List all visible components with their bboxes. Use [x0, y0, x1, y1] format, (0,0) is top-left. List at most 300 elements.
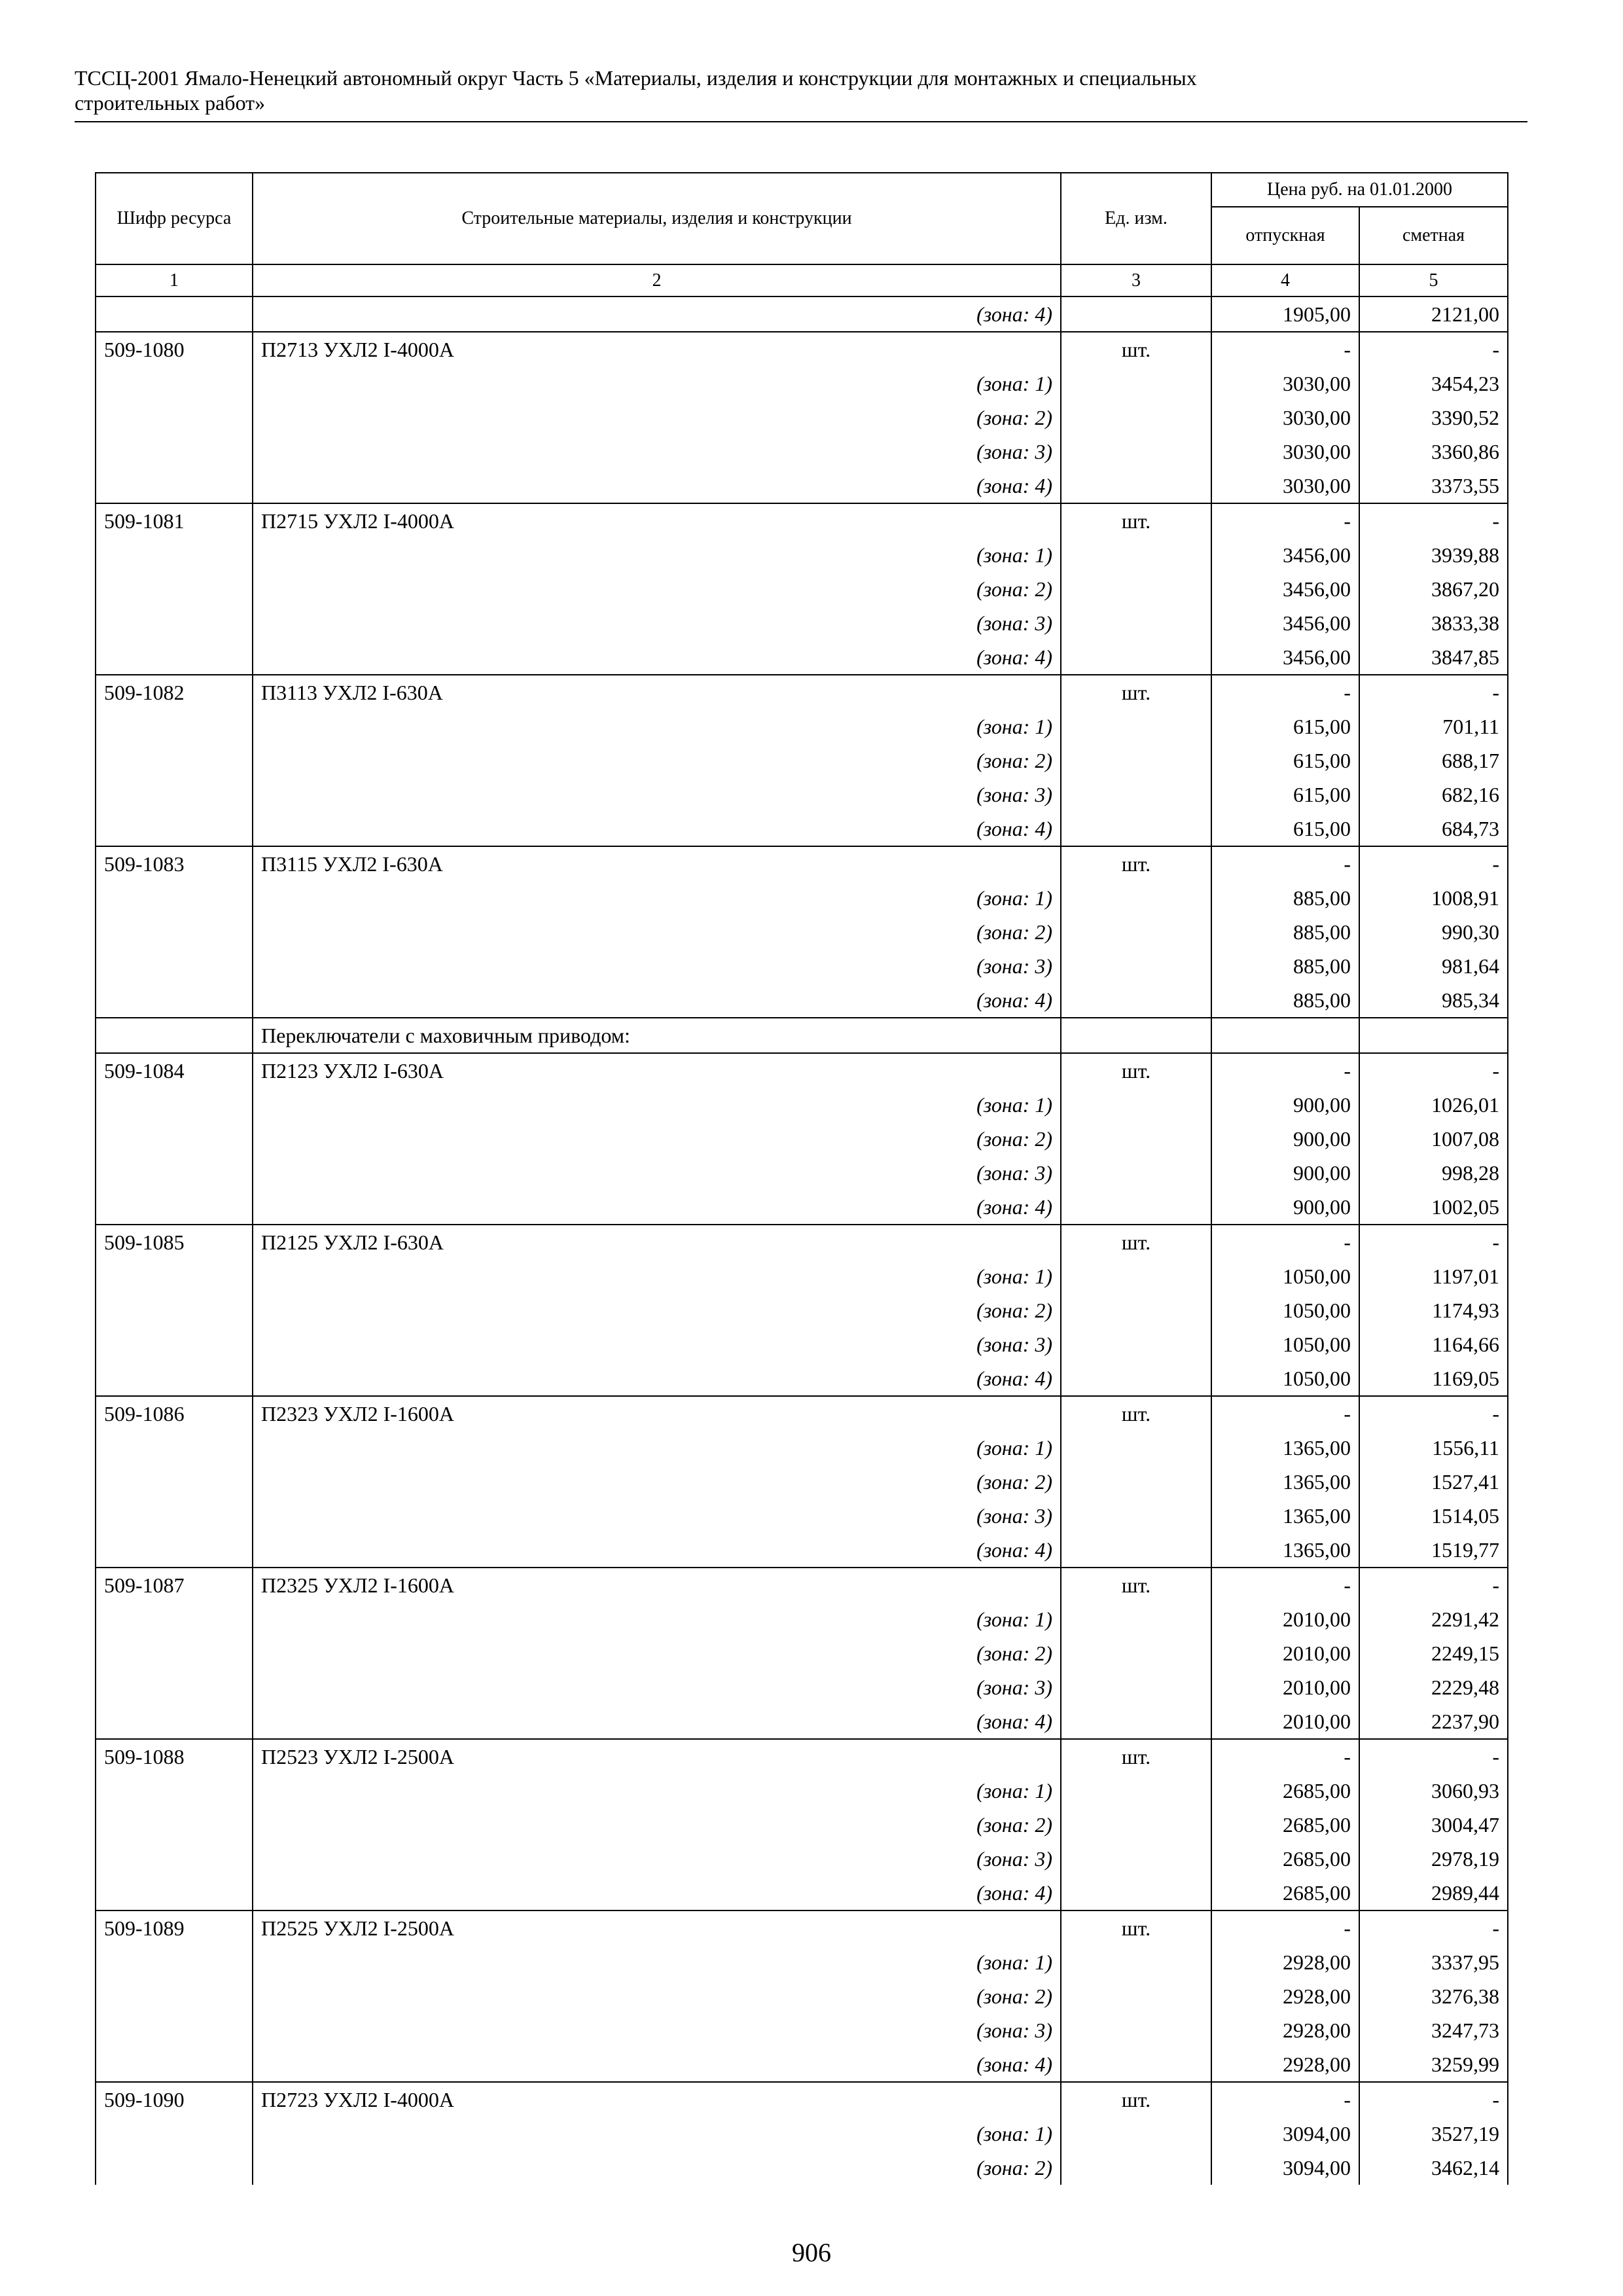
release-price-cell: 3094,00: [1211, 2117, 1359, 2151]
estimate-price-cell: 1026,01: [1359, 1088, 1508, 1122]
code-cell: [96, 1327, 253, 1361]
unit-cell: [1061, 1499, 1211, 1533]
code-cell: [96, 949, 253, 983]
zone-row: [96, 1190, 1508, 1225]
estimate-price-cell: 3259,99: [1359, 2047, 1508, 2082]
unit-cell: [1061, 744, 1211, 778]
unit-cell: [1061, 1156, 1211, 1190]
zone-row: [96, 1533, 1508, 1568]
unit-cell: [1061, 640, 1211, 675]
unit-cell: [1061, 606, 1211, 640]
table-row: [96, 1739, 1508, 1774]
estimate-price-cell: 3833,38: [1359, 606, 1508, 640]
header-title-line2: строительных работ»: [75, 91, 266, 115]
zone-row: [96, 1876, 1508, 1910]
code-cell: [96, 1190, 253, 1225]
zone-row: [96, 1431, 1508, 1465]
unit-cell: [1061, 296, 1211, 332]
column-number: 5: [1359, 264, 1508, 296]
code-cell: [96, 435, 253, 469]
estimate-price-cell: -: [1359, 503, 1508, 538]
zone-row: [96, 1602, 1508, 1636]
release-price-cell: 615,00: [1211, 744, 1359, 778]
estimate-price-cell: 990,30: [1359, 915, 1508, 949]
release-price-cell: -: [1211, 332, 1359, 367]
estimate-price-cell: 3527,19: [1359, 2117, 1508, 2151]
release-price-cell: -: [1211, 1568, 1359, 1602]
zone-row: [96, 744, 1508, 778]
resource-code: 509-1084: [96, 1053, 253, 1088]
header-release-price: отпускная: [1211, 207, 1359, 264]
release-price-cell: -: [1211, 2082, 1359, 2117]
column-number: 3: [1061, 264, 1211, 296]
estimate-price-cell: 2121,00: [1359, 296, 1508, 332]
code-cell: [96, 881, 253, 915]
zone-label: (зона: 2): [253, 915, 1061, 949]
estimate-price-cell: 2291,42: [1359, 1602, 1508, 1636]
release-price-cell: 3456,00: [1211, 606, 1359, 640]
unit-cell: [1061, 2047, 1211, 2082]
column-number: 4: [1211, 264, 1359, 296]
release-price-cell: 900,00: [1211, 1088, 1359, 1122]
header-title-line1: ТССЦ-2001 Ямало-Ненецкий автономный округ Часть 5 «Материалы, изделия и конструкции для монтажных и специальных: [75, 66, 1197, 90]
zone-label: (зона: 2): [253, 401, 1061, 435]
code-cell: [96, 812, 253, 846]
item-name: П3113 УХЛ2 I-630А: [253, 675, 1061, 709]
zone-label: (зона: 3): [253, 606, 1061, 640]
release-price-cell: 1365,00: [1211, 1499, 1359, 1533]
estimate-price-cell: 1007,08: [1359, 1122, 1508, 1156]
zone-label: (зона: 4): [253, 983, 1061, 1018]
unit-cell: [1061, 572, 1211, 606]
zone-label: (зона: 4): [253, 640, 1061, 675]
estimate-price-cell: 1519,77: [1359, 1533, 1508, 1568]
release-price-cell: 1365,00: [1211, 1533, 1359, 1568]
release-price-cell: 3456,00: [1211, 640, 1359, 675]
estimate-price-cell: 3454,23: [1359, 367, 1508, 401]
zone-row: [96, 1293, 1508, 1327]
section-title: Переключатели с маховичным приводом:: [253, 1018, 1061, 1053]
release-price-cell: -: [1211, 1739, 1359, 1774]
zone-row: [96, 2117, 1508, 2151]
release-price-cell: -: [1211, 675, 1359, 709]
zone-row: [96, 2013, 1508, 2047]
release-price-cell: 3094,00: [1211, 2151, 1359, 2185]
unit-cell: [1061, 949, 1211, 983]
release-price-cell: -: [1211, 1053, 1359, 1088]
zone-label: (зона: 4): [253, 812, 1061, 846]
resource-code: 509-1083: [96, 846, 253, 881]
code-cell: [96, 2117, 253, 2151]
zone-row: [96, 1979, 1508, 2013]
zone-label: (зона: 4): [253, 1876, 1061, 1910]
zone-label: (зона: 1): [253, 881, 1061, 915]
section-row: [96, 1018, 1508, 1053]
estimate-price-cell: 981,64: [1359, 949, 1508, 983]
estimate-price-cell: 684,73: [1359, 812, 1508, 846]
table-row: [96, 1910, 1508, 1945]
release-price-cell: 3030,00: [1211, 469, 1359, 503]
release-price-cell: [1211, 1018, 1359, 1053]
release-price-cell: 615,00: [1211, 709, 1359, 744]
zone-row: [96, 915, 1508, 949]
unit-cell: [1061, 1533, 1211, 1568]
unit-cell: шт.: [1061, 1739, 1211, 1774]
unit-cell: [1061, 915, 1211, 949]
estimate-price-cell: 985,34: [1359, 983, 1508, 1018]
item-name: П2723 УХЛ2 I-4000А: [253, 2082, 1061, 2117]
estimate-price-cell: 682,16: [1359, 778, 1508, 812]
zone-row: [96, 640, 1508, 675]
zone-label: (зона: 1): [253, 2117, 1061, 2151]
table-row: [96, 332, 1508, 367]
zone-row: [96, 812, 1508, 846]
zone-row: [96, 606, 1508, 640]
code-cell: [96, 1293, 253, 1327]
item-name: П2523 УХЛ2 I-2500А: [253, 1739, 1061, 1774]
zone-label: (зона: 2): [253, 572, 1061, 606]
zone-label: (зона: 3): [253, 778, 1061, 812]
unit-cell: [1061, 2151, 1211, 2185]
code-cell: [96, 1774, 253, 1808]
zone-row: [96, 401, 1508, 435]
zone-label: (зона: 1): [253, 1602, 1061, 1636]
release-price-cell: 3030,00: [1211, 435, 1359, 469]
resource-code: 509-1087: [96, 1568, 253, 1602]
zone-label: (зона: 2): [253, 1808, 1061, 1842]
zone-row: [96, 1259, 1508, 1293]
table-row: [96, 2082, 1508, 2117]
zone-label: (зона: 3): [253, 1327, 1061, 1361]
zone-row: [96, 1361, 1508, 1396]
zone-row: [96, 1499, 1508, 1533]
zone-row: [96, 1465, 1508, 1499]
release-price-cell: 900,00: [1211, 1156, 1359, 1190]
estimate-price-cell: -: [1359, 1568, 1508, 1602]
table-row: [96, 1568, 1508, 1602]
unit-cell: [1061, 1293, 1211, 1327]
zone-row: [96, 2047, 1508, 2082]
release-price-cell: 885,00: [1211, 949, 1359, 983]
release-price-cell: 900,00: [1211, 1190, 1359, 1225]
zone-label: (зона: 4): [253, 1533, 1061, 1568]
code-cell: [96, 1704, 253, 1739]
zone-row: [96, 367, 1508, 401]
zone-row: [96, 709, 1508, 744]
release-price-cell: 1365,00: [1211, 1465, 1359, 1499]
zone-row: [96, 983, 1508, 1018]
code-cell: [96, 915, 253, 949]
zone-row: [96, 881, 1508, 915]
unit-cell: [1061, 1190, 1211, 1225]
unit-cell: [1061, 401, 1211, 435]
item-name: П2715 УХЛ2 I-4000А: [253, 503, 1061, 538]
zone-label: (зона: 1): [253, 538, 1061, 572]
release-price-cell: 2010,00: [1211, 1602, 1359, 1636]
zone-label: (зона: 2): [253, 1636, 1061, 1670]
unit-cell: [1061, 1431, 1211, 1465]
zone-row: [96, 296, 1508, 332]
release-price-cell: 2928,00: [1211, 1979, 1359, 2013]
unit-cell: шт.: [1061, 332, 1211, 367]
zone-row: [96, 1088, 1508, 1122]
table-body: [96, 296, 1508, 2185]
code-cell: [96, 296, 253, 332]
estimate-price-cell: 3939,88: [1359, 538, 1508, 572]
estimate-price-cell: 3847,85: [1359, 640, 1508, 675]
estimate-price-cell: -: [1359, 2082, 1508, 2117]
release-price-cell: 2685,00: [1211, 1842, 1359, 1876]
unit-cell: [1061, 812, 1211, 846]
zone-row: [96, 1704, 1508, 1739]
estimate-price-cell: 2237,90: [1359, 1704, 1508, 1739]
code-cell: [96, 572, 253, 606]
estimate-price-cell: 998,28: [1359, 1156, 1508, 1190]
zone-label: (зона: 2): [253, 1979, 1061, 2013]
unit-cell: шт.: [1061, 2082, 1211, 2117]
estimate-price-cell: 3373,55: [1359, 469, 1508, 503]
item-name: П2325 УХЛ2 I-1600А: [253, 1568, 1061, 1602]
release-price-cell: 1050,00: [1211, 1327, 1359, 1361]
estimate-price-cell: -: [1359, 1053, 1508, 1088]
unit-cell: [1061, 538, 1211, 572]
release-price-cell: 3456,00: [1211, 572, 1359, 606]
table-row: [96, 675, 1508, 709]
estimate-price-cell: 701,11: [1359, 709, 1508, 744]
header-name: Строительные материалы, изделия и конструкции: [253, 173, 1061, 264]
code-cell: [96, 401, 253, 435]
release-price-cell: 885,00: [1211, 983, 1359, 1018]
unit-cell: шт.: [1061, 503, 1211, 538]
estimate-price-cell: 1514,05: [1359, 1499, 1508, 1533]
unit-cell: [1061, 881, 1211, 915]
header-rule: [75, 121, 1527, 122]
zone-label: (зона: 3): [253, 1842, 1061, 1876]
unit-cell: [1061, 1602, 1211, 1636]
header-price-group: Цена руб. на 01.01.2000: [1211, 173, 1508, 207]
estimate-price-cell: -: [1359, 1910, 1508, 1945]
unit-cell: шт.: [1061, 1396, 1211, 1431]
unit-cell: шт.: [1061, 1225, 1211, 1259]
estimate-price-cell: -: [1359, 675, 1508, 709]
zone-label: (зона: 4): [253, 1361, 1061, 1396]
code-cell: [96, 1979, 253, 2013]
table-header: [96, 173, 1508, 296]
zone-label: (зона: 4): [253, 1190, 1061, 1225]
document-header: [75, 65, 1527, 115]
code-cell: [96, 983, 253, 1018]
estimate-price-cell: 3337,95: [1359, 1945, 1508, 1979]
code-cell: [96, 1842, 253, 1876]
code-cell: [96, 1533, 253, 1568]
unit-cell: [1061, 1259, 1211, 1293]
unit-cell: [1061, 983, 1211, 1018]
header-unit: Ед. изм.: [1061, 173, 1211, 264]
zone-label: (зона: 3): [253, 435, 1061, 469]
resource-code: 509-1085: [96, 1225, 253, 1259]
code-cell: [96, 1636, 253, 1670]
zone-label: (зона: 4): [253, 1704, 1061, 1739]
release-price-cell: 3030,00: [1211, 401, 1359, 435]
unit-cell: [1061, 1465, 1211, 1499]
unit-cell: [1061, 1945, 1211, 1979]
zone-row: [96, 1808, 1508, 1842]
unit-cell: [1061, 435, 1211, 469]
unit-cell: [1061, 1670, 1211, 1704]
code-cell: [96, 744, 253, 778]
zone-label: (зона: 2): [253, 2151, 1061, 2185]
zone-label: (зона: 1): [253, 1774, 1061, 1808]
code-cell: [96, 2151, 253, 2185]
estimate-price-cell: 2229,48: [1359, 1670, 1508, 1704]
table-row: [96, 1225, 1508, 1259]
unit-cell: [1061, 2013, 1211, 2047]
item-name: П2525 УХЛ2 I-2500А: [253, 1910, 1061, 1945]
estimate-price-cell: -: [1359, 1396, 1508, 1431]
zone-row: [96, 435, 1508, 469]
release-price-cell: 1365,00: [1211, 1431, 1359, 1465]
zone-label: (зона: 3): [253, 949, 1061, 983]
code-cell: [96, 709, 253, 744]
zone-row: [96, 2151, 1508, 2185]
release-price-cell: 2928,00: [1211, 2047, 1359, 2082]
release-price-cell: 2685,00: [1211, 1808, 1359, 1842]
release-price-cell: 885,00: [1211, 915, 1359, 949]
zone-row: [96, 1636, 1508, 1670]
estimate-price-cell: 1169,05: [1359, 1361, 1508, 1396]
zone-label: (зона: 1): [253, 367, 1061, 401]
code-cell: [96, 1945, 253, 1979]
code-cell: [96, 1602, 253, 1636]
estimate-price-cell: 3462,14: [1359, 2151, 1508, 2185]
zone-row: [96, 1327, 1508, 1361]
estimate-price-cell: -: [1359, 332, 1508, 367]
zone-label: (зона: 3): [253, 1499, 1061, 1533]
estimate-price-cell: 1174,93: [1359, 1293, 1508, 1327]
unit-cell: [1061, 1704, 1211, 1739]
unit-cell: [1061, 367, 1211, 401]
zone-row: [96, 949, 1508, 983]
code-cell: [96, 640, 253, 675]
zone-label: (зона: 2): [253, 1465, 1061, 1499]
code-cell: [96, 1361, 253, 1396]
release-price-cell: 1905,00: [1211, 296, 1359, 332]
estimate-price-cell: 3390,52: [1359, 401, 1508, 435]
release-price-cell: 3456,00: [1211, 538, 1359, 572]
estimate-price-cell: 1164,66: [1359, 1327, 1508, 1361]
release-price-cell: -: [1211, 1225, 1359, 1259]
release-price-cell: 2685,00: [1211, 1876, 1359, 1910]
unit-cell: [1061, 1876, 1211, 1910]
estimate-price-cell: 3247,73: [1359, 2013, 1508, 2047]
estimate-price-cell: 1527,41: [1359, 1465, 1508, 1499]
unit-cell: [1061, 1979, 1211, 2013]
resource-code: 509-1082: [96, 675, 253, 709]
zone-label: (зона: 1): [253, 1431, 1061, 1465]
estimate-price-cell: 3004,47: [1359, 1808, 1508, 1842]
estimate-price-cell: 2249,15: [1359, 1636, 1508, 1670]
table-row: [96, 846, 1508, 881]
table-row: [96, 1053, 1508, 1088]
estimate-price-cell: 3060,93: [1359, 1774, 1508, 1808]
zone-row: [96, 1670, 1508, 1704]
unit-cell: шт.: [1061, 1568, 1211, 1602]
zone-label: (зона: 4): [253, 296, 1061, 332]
column-number: 2: [253, 264, 1061, 296]
unit-cell: [1061, 778, 1211, 812]
code-cell: [96, 1670, 253, 1704]
table-row: [96, 503, 1508, 538]
release-price-cell: 885,00: [1211, 881, 1359, 915]
code-cell: [96, 1431, 253, 1465]
code-cell: [96, 2013, 253, 2047]
release-price-cell: -: [1211, 503, 1359, 538]
zone-label: (зона: 2): [253, 1293, 1061, 1327]
unit-cell: [1061, 1327, 1211, 1361]
release-price-cell: 2010,00: [1211, 1704, 1359, 1739]
unit-cell: шт.: [1061, 1910, 1211, 1945]
code-cell: [96, 1018, 253, 1053]
resource-code: 509-1088: [96, 1739, 253, 1774]
zone-row: [96, 1774, 1508, 1808]
code-cell: [96, 469, 253, 503]
code-cell: [96, 606, 253, 640]
release-price-cell: 615,00: [1211, 812, 1359, 846]
unit-cell: [1061, 1122, 1211, 1156]
release-price-cell: -: [1211, 846, 1359, 881]
code-cell: [96, 538, 253, 572]
unit-cell: шт.: [1061, 846, 1211, 881]
zone-label: (зона: 1): [253, 1945, 1061, 1979]
unit-cell: [1061, 709, 1211, 744]
estimate-price-cell: 1556,11: [1359, 1431, 1508, 1465]
unit-cell: [1061, 1361, 1211, 1396]
zone-label: (зона: 2): [253, 1122, 1061, 1156]
zone-row: [96, 778, 1508, 812]
item-name: П2123 УХЛ2 I-630А: [253, 1053, 1061, 1088]
zone-label: (зона: 3): [253, 1670, 1061, 1704]
unit-cell: [1061, 1842, 1211, 1876]
code-cell: [96, 2047, 253, 2082]
release-price-cell: 2010,00: [1211, 1670, 1359, 1704]
release-price-cell: 1050,00: [1211, 1259, 1359, 1293]
code-cell: [96, 1499, 253, 1533]
release-price-cell: 900,00: [1211, 1122, 1359, 1156]
header-estimate-price: сметная: [1359, 207, 1508, 264]
zone-row: [96, 469, 1508, 503]
code-cell: [96, 1156, 253, 1190]
item-name: П2323 УХЛ2 I-1600А: [253, 1396, 1061, 1431]
estimate-price-cell: [1359, 1018, 1508, 1053]
zone-row: [96, 1156, 1508, 1190]
resource-code: 509-1089: [96, 1910, 253, 1945]
header-code: Шифр ресурса: [96, 173, 253, 264]
estimate-price-cell: -: [1359, 1739, 1508, 1774]
code-cell: [96, 1259, 253, 1293]
release-price-cell: 1050,00: [1211, 1361, 1359, 1396]
code-cell: [96, 367, 253, 401]
estimate-price-cell: 3360,86: [1359, 435, 1508, 469]
release-price-cell: -: [1211, 1910, 1359, 1945]
release-price-cell: 2010,00: [1211, 1636, 1359, 1670]
zone-row: [96, 572, 1508, 606]
unit-cell: [1061, 2117, 1211, 2151]
table-row: [96, 1396, 1508, 1431]
code-cell: [96, 1465, 253, 1499]
code-cell: [96, 1088, 253, 1122]
release-price-cell: 2685,00: [1211, 1774, 1359, 1808]
release-price-cell: 2928,00: [1211, 1945, 1359, 1979]
